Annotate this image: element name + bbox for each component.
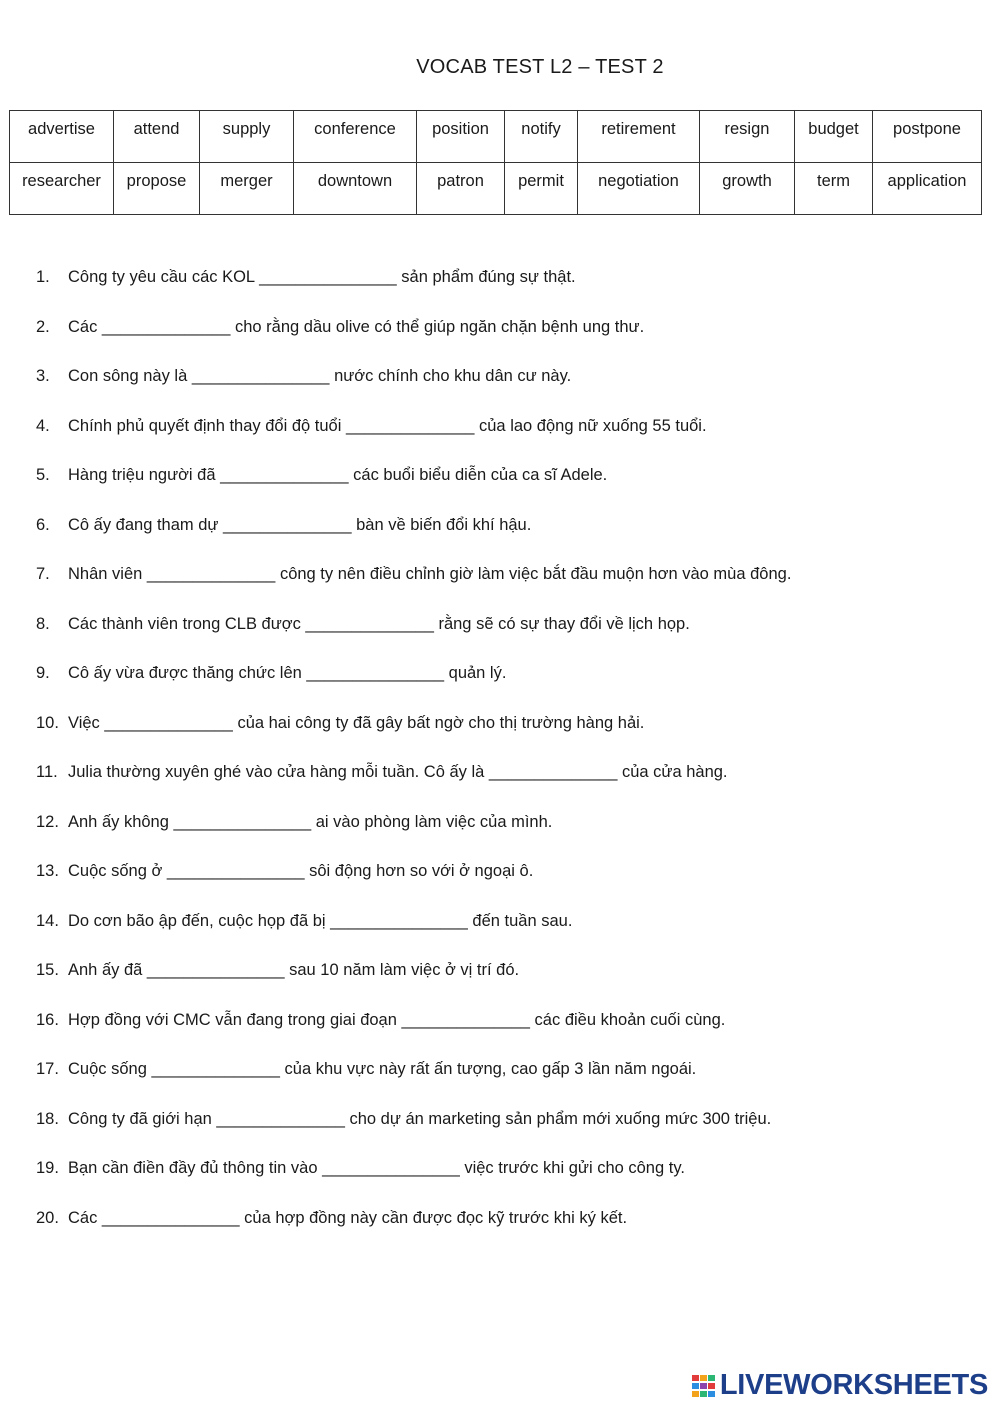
question-number: 4. xyxy=(36,416,50,435)
question-text: Cô ấy đang tham dự ______________ bàn về biến đổi khí hậu. xyxy=(68,515,532,534)
liveworksheets-logo-text: LIVEWORKSHEETS xyxy=(719,1369,988,1401)
question-item xyxy=(36,660,976,710)
question-number: 17. xyxy=(36,1060,59,1078)
question-text: Các thành viên trong CLB được ______________ rằng sẽ có sự thay đổi về lịch họp. xyxy=(68,614,690,633)
question-item xyxy=(36,1106,976,1156)
question-text: Anh ấy không _______________ ai vào phòng làm việc của mình. xyxy=(68,812,553,831)
question-text: Julia thường xuyên ghé vào cửa hàng mỗi tuần. Cô ấy là ______________ của cửa hàng. xyxy=(68,763,728,781)
question-number: 9. xyxy=(36,664,50,682)
vocab-word: permit xyxy=(505,163,578,215)
vocab-row xyxy=(10,111,982,163)
question-number: 12. xyxy=(36,812,59,831)
vocab-word: patron xyxy=(417,163,505,215)
vocab-word: growth xyxy=(700,163,795,215)
question-number: 11. xyxy=(36,763,58,781)
vocab-word: application xyxy=(873,163,982,215)
question-item xyxy=(36,611,976,661)
question-item xyxy=(36,264,976,314)
question-number: 3. xyxy=(36,367,50,385)
question-number: 1. xyxy=(36,268,50,286)
question-item xyxy=(36,759,976,809)
vocab-word: attend xyxy=(114,111,200,163)
vocab-word: propose xyxy=(114,163,200,215)
vocab-word: retirement xyxy=(578,111,700,163)
question-item xyxy=(36,809,976,859)
question-number: 13. xyxy=(36,862,59,880)
question-text: Anh ấy đã _______________ sau 10 năm làm việc ở vị trí đó. xyxy=(68,961,520,979)
page-title: VOCAB TEST L2 – TEST 2 xyxy=(416,56,664,78)
question-item xyxy=(36,1155,976,1205)
liveworksheets-logo xyxy=(692,1369,988,1402)
question-item xyxy=(36,512,976,562)
question-number: 20. xyxy=(36,1208,59,1227)
question-text: Công ty đã giới hạn ______________ cho dự án marketing sản phẩm mới xuống mức 300 triệu. xyxy=(68,1109,772,1128)
question-text: Việc ______________ của hai công ty đã gây bất ngờ cho thị trường hàng hải. xyxy=(68,713,645,732)
question-number: 15. xyxy=(36,961,59,979)
question-item xyxy=(36,858,976,908)
vocab-row xyxy=(10,163,982,215)
question-number: 14. xyxy=(36,911,59,930)
vocab-word: postpone xyxy=(873,111,982,163)
question-text: Con sông này là _______________ nước chính cho khu dân cư này. xyxy=(68,367,572,385)
question-number: 2. xyxy=(36,317,50,336)
question-text: Nhân viên ______________ công ty nên điều chỉnh giờ làm việc bắt đầu muộn hơn vào mùa đông. xyxy=(68,565,792,583)
question-text: Các ______________ cho rằng dầu olive có thể giúp ngăn chặn bệnh ung thư. xyxy=(68,317,645,336)
vocab-word: merger xyxy=(200,163,294,215)
question-item xyxy=(36,908,976,958)
question-item xyxy=(36,1205,976,1255)
question-item xyxy=(36,1007,976,1057)
question-number: 19. xyxy=(36,1159,59,1177)
liveworksheets-logo-icon xyxy=(692,1375,716,1397)
question-text: Cuộc sống ______________ của khu vực này rất ấn tượng, cao gấp 3 lần năm ngoái. xyxy=(68,1060,697,1078)
vocab-word: notify xyxy=(505,111,578,163)
question-number: 6. xyxy=(36,515,50,534)
vocab-word: researcher xyxy=(10,163,114,215)
question-number: 10. xyxy=(36,713,59,732)
question-number: 7. xyxy=(36,565,50,583)
question-list xyxy=(36,264,976,1254)
vocab-word: advertise xyxy=(10,111,114,163)
vocab-word: downtown xyxy=(294,163,417,215)
question-text: Chính phủ quyết định thay đổi độ tuổi ______________ của lao động nữ xuống 55 tuổi. xyxy=(68,416,707,435)
vocab-word: negotiation xyxy=(578,163,700,215)
question-item xyxy=(36,462,976,512)
question-text: Do cơn bão ập đến, cuộc họp đã bị _______________ đến tuần sau. xyxy=(68,911,573,930)
vocab-word: term xyxy=(795,163,873,215)
question-text: Hợp đồng với CMC vẫn đang trong giai đoạn ______________ các điều khoản cuối cùng. xyxy=(68,1010,726,1029)
question-text: Hàng triệu người đã ______________ các buổi biểu diễn của ca sĩ Adele. xyxy=(68,466,608,484)
question-item xyxy=(36,413,976,463)
question-text: Cô ấy vừa được thăng chức lên _______________ quản lý. xyxy=(68,664,507,682)
question-text: Các _______________ của hợp đồng này cần được đọc kỹ trước khi ký kết. xyxy=(68,1208,628,1227)
question-item xyxy=(36,314,976,364)
question-number: 5. xyxy=(36,466,50,484)
vocab-word: budget xyxy=(795,111,873,163)
question-item xyxy=(36,710,976,760)
question-text: Bạn cần điền đầy đủ thông tin vào _______________ việc trước khi gửi cho công ty. xyxy=(68,1159,685,1177)
vocab-word: resign xyxy=(700,111,795,163)
vocab-word: position xyxy=(417,111,505,163)
question-text: Công ty yêu cầu các KOL _______________ sản phẩm đúng sự thật. xyxy=(68,268,576,286)
vocab-table xyxy=(9,110,982,215)
question-text: Cuộc sống ở _______________ sôi động hơn so với ở ngoại ô. xyxy=(68,862,534,880)
question-item xyxy=(36,957,976,1007)
question-item xyxy=(36,363,976,413)
vocab-word: supply xyxy=(200,111,294,163)
question-number: 18. xyxy=(36,1109,59,1128)
question-number: 16. xyxy=(36,1010,59,1029)
question-item xyxy=(36,561,976,611)
vocab-word: conference xyxy=(294,111,417,163)
question-number: 8. xyxy=(36,614,50,633)
question-item xyxy=(36,1056,976,1106)
